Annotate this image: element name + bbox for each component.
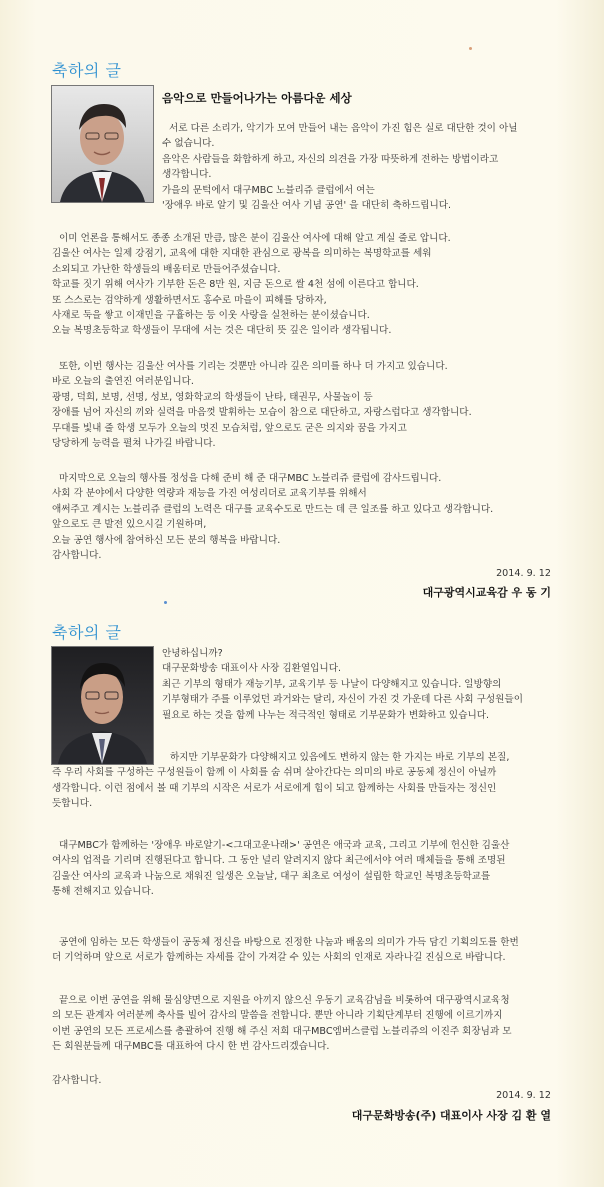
text-line: 이번 공연의 모든 프로세스를 총괄하여 진행 해 주신 저희 대구MBC엠버스클럽 노블리쥬의 이진주 회장님과 모 bbox=[52, 1025, 512, 1037]
letter1-date: 2014. 9. 12 bbox=[496, 568, 551, 579]
text-line: 사회 각 분야에서 다양한 역량과 재능을 가진 여성리더로 교육기부를 위해서 bbox=[52, 488, 367, 500]
text-line: 이미 언론을 통해서도 종종 소개된 만큼, 많은 분이 김울산 여사에 대해 알고 계실 줄로 압니다. bbox=[59, 233, 451, 244]
text-line: 오늘 공연 행사에 참여하신 모든 분의 행복을 바랍니다. bbox=[52, 534, 281, 546]
text-line: 오늘 복명초등학교 학생들이 무대에 서는 것은 대단히 뜻 깊은 일이라 생각됩니다. bbox=[52, 325, 392, 337]
letter2-paragraph-2 bbox=[52, 750, 509, 812]
text-line: 듯합니다. bbox=[52, 798, 93, 810]
text-line: 광명, 덕희, 보명, 선명, 성보, 영화학교의 학생들이 난타, 태권무, 사물놀이 등 bbox=[52, 391, 373, 403]
portrait-image bbox=[52, 647, 153, 764]
text-line: 감사합니다. bbox=[52, 1075, 102, 1086]
text-line: 의 모든 관계자 여러분께 축사를 빌어 감사의 말씀을 전합니다. 뿐만 아니라 기획단계부터 진행에 이르기까지 bbox=[52, 1010, 503, 1022]
text-line: 여사의 업적을 기리며 진행된다고 합니다. 그 동안 널리 알려지지 않다 최근에서야 여러 매체들을 통해 조명된 bbox=[52, 855, 506, 867]
text-line: 공연에 임하는 모든 학생들이 공동체 정신을 바탕으로 진정한 나눔과 배움의 의미가 가득 담긴 기획의도를 한번 bbox=[59, 937, 519, 948]
text-line: 하지만 기부문화가 다양해지고 있음에도 변하지 않는 한 가지는 바로 기부의 본질, bbox=[170, 752, 510, 763]
text-line: '장애우 바로 알기 및 김울산 여사 기념 공연' 을 대단히 축하드립니다. bbox=[162, 200, 452, 212]
text-line: 대구문화방송 대표이사 사장 김환열입니다. bbox=[162, 663, 342, 675]
text-line: 서로 다른 소리가, 악기가 모여 만들어 내는 음악이 가진 힘은 실로 대단한 것이 아닐 bbox=[169, 123, 518, 134]
text-line: 김울산 여사는 일제 강점기, 교육에 대한 지대한 관심으로 광복을 의미하는 복명학교를 세워 bbox=[52, 248, 432, 260]
text-line: 앞으로도 큰 발전 있으시길 기원하며, bbox=[52, 519, 207, 531]
text-line: 더 기억하며 앞으로 서로가 함께하는 자세를 같이 가져갈 수 있는 사회의 인재로 자라나길 진심으로 바랍니다. bbox=[52, 952, 506, 964]
text-line: 마지막으로 오늘의 행사를 정성을 다해 준비 해 준 대구MBC 노블리쥬 클럽에 감사드립니다. bbox=[59, 473, 442, 484]
portrait-image bbox=[52, 86, 153, 202]
letter1-portrait-photo bbox=[51, 85, 154, 203]
text-line: 사재로 둑을 쌓고 이재민을 구휼하는 등 이웃 사랑을 실천하는 분이셨습니다. bbox=[52, 310, 370, 322]
text-line: 생각합니다. bbox=[162, 169, 212, 181]
text-line: 장애를 넘어 자신의 끼와 실력을 마음껏 발휘하는 모습이 참으로 대단하고, 자랑스럽다고 생각합니다. bbox=[52, 407, 472, 419]
letter2-heading: 축하의 글 bbox=[52, 623, 122, 642]
text-line: 수 없습니다. bbox=[162, 138, 215, 150]
text-line: 김울산 여사의 교육과 나눔으로 채워진 일생은 오늘날, 대구 최초로 여성이 설립한 학교인 복명초등학교를 bbox=[52, 870, 491, 882]
letter1-paragraph-4 bbox=[52, 471, 493, 563]
text-line: 최근 기부의 형태가 재능기부, 교육기부 등 나날이 다양해지고 있습니다. 일방향의 bbox=[162, 678, 502, 690]
letter1-paragraph-3 bbox=[52, 359, 472, 451]
letter1-paragraph-2 bbox=[52, 231, 451, 339]
text-line: 소외되고 가난한 학생들의 배움터로 만들어주셨습니다. bbox=[52, 263, 281, 275]
text-line: 무대를 빛내 줄 학생 모두가 오늘의 멋진 모습처럼, 앞으로도 굳은 의지와 꿈을 가지고 bbox=[52, 422, 407, 434]
letter1-heading: 축하의 글 bbox=[52, 61, 122, 80]
letter2-intro bbox=[162, 646, 523, 723]
letter2-paragraph-5 bbox=[52, 993, 512, 1055]
text-line: 통해 전해지고 있습니다. bbox=[52, 886, 154, 898]
text-line: 기부형태가 주를 이루었던 과거와는 달리, 자신이 가진 것 가운데 다른 사회 구성원들이 bbox=[162, 694, 523, 706]
paper-speck bbox=[469, 47, 472, 50]
text-line: 애써주고 계시는 노블리쥬 클럽의 노력은 대구를 교육수도로 만드는 데 큰 일조를 하고 있다고 생각합니다. bbox=[52, 503, 494, 515]
text-line: 대구MBC가 함께하는 '장애우 바로알기-<그대고운나래>' 공연은 애국과 교육, 그리고 기부에 헌신한 김울산 bbox=[59, 840, 510, 851]
text-line: 필요로 하는 것을 함께 나누는 적극적인 형태로 기부문화가 변화하고 있습니다. bbox=[162, 709, 490, 721]
text-line: 든 회원분들께 대구MBC를 대표하여 다시 한 번 감사드리겠습니다. bbox=[52, 1041, 330, 1053]
letter2-date: 2014. 9. 12 bbox=[496, 1090, 551, 1101]
letter2-portrait-photo bbox=[51, 646, 154, 765]
text-line: 생각합니다. 이런 점에서 볼 때 기부의 시작은 서로가 서로에게 힘이 되고 함께하는 사회를 만들자는 정신인 bbox=[52, 782, 497, 794]
paper-speck bbox=[164, 601, 167, 604]
letter2-paragraph-3 bbox=[52, 838, 509, 900]
text-line: 또한, 이번 행사는 김울산 여사를 기리는 것뿐만 아니라 깊은 의미를 하나 더 가지고 있습니다. bbox=[59, 361, 448, 372]
text-line: 즉 우리 사회를 구성하는 구성원들이 함께 이 사회를 숨 쉬며 살아간다는 의미의 바로 공동체 정신이 아닐까 bbox=[52, 767, 497, 779]
text-line: 학교를 짓기 위해 여사가 기부한 돈은 8만 원, 지금 돈으로 쌀 4천 섬에 이른다고 합니다. bbox=[52, 279, 419, 291]
text-line: 감사합니다. bbox=[52, 550, 102, 562]
text-line: 당당하게 능력을 펼쳐 나가길 바랍니다. bbox=[52, 438, 216, 450]
letter1-subtitle: 음악으로 만들어나가는 아름다운 세상 bbox=[162, 91, 352, 105]
text-line: 음악은 사람들을 화합하게 하고, 자신의 의견을 가장 따뜻하게 전하는 방법이라고 bbox=[162, 153, 499, 165]
letter1-intro bbox=[162, 121, 518, 213]
letter2-signature: 대구문화방송(주) 대표이사 사장 김 환 열 bbox=[351, 1109, 551, 1122]
text-line: 바로 오늘의 출연진 여러분입니다. bbox=[52, 376, 194, 388]
letter1-signature: 대구광역시교육감 우 동 기 bbox=[422, 586, 551, 599]
text-line: 끝으로 이번 공연을 위해 물심양면으로 지원을 아끼지 않으신 우동기 교육감님을 비롯하여 대구광역시교육청 bbox=[59, 995, 510, 1006]
letter2-paragraph-4 bbox=[52, 935, 519, 966]
text-line: 안녕하십니까? bbox=[162, 648, 223, 659]
text-line: 또 스스로는 검약하게 생활하면서도 홍수로 마을이 피해를 당하자, bbox=[52, 294, 327, 306]
letter2-closing bbox=[52, 1073, 101, 1088]
text-line: 가을의 문턱에서 대구MBC 노블리쥬 클럽에서 여는 bbox=[162, 184, 375, 196]
